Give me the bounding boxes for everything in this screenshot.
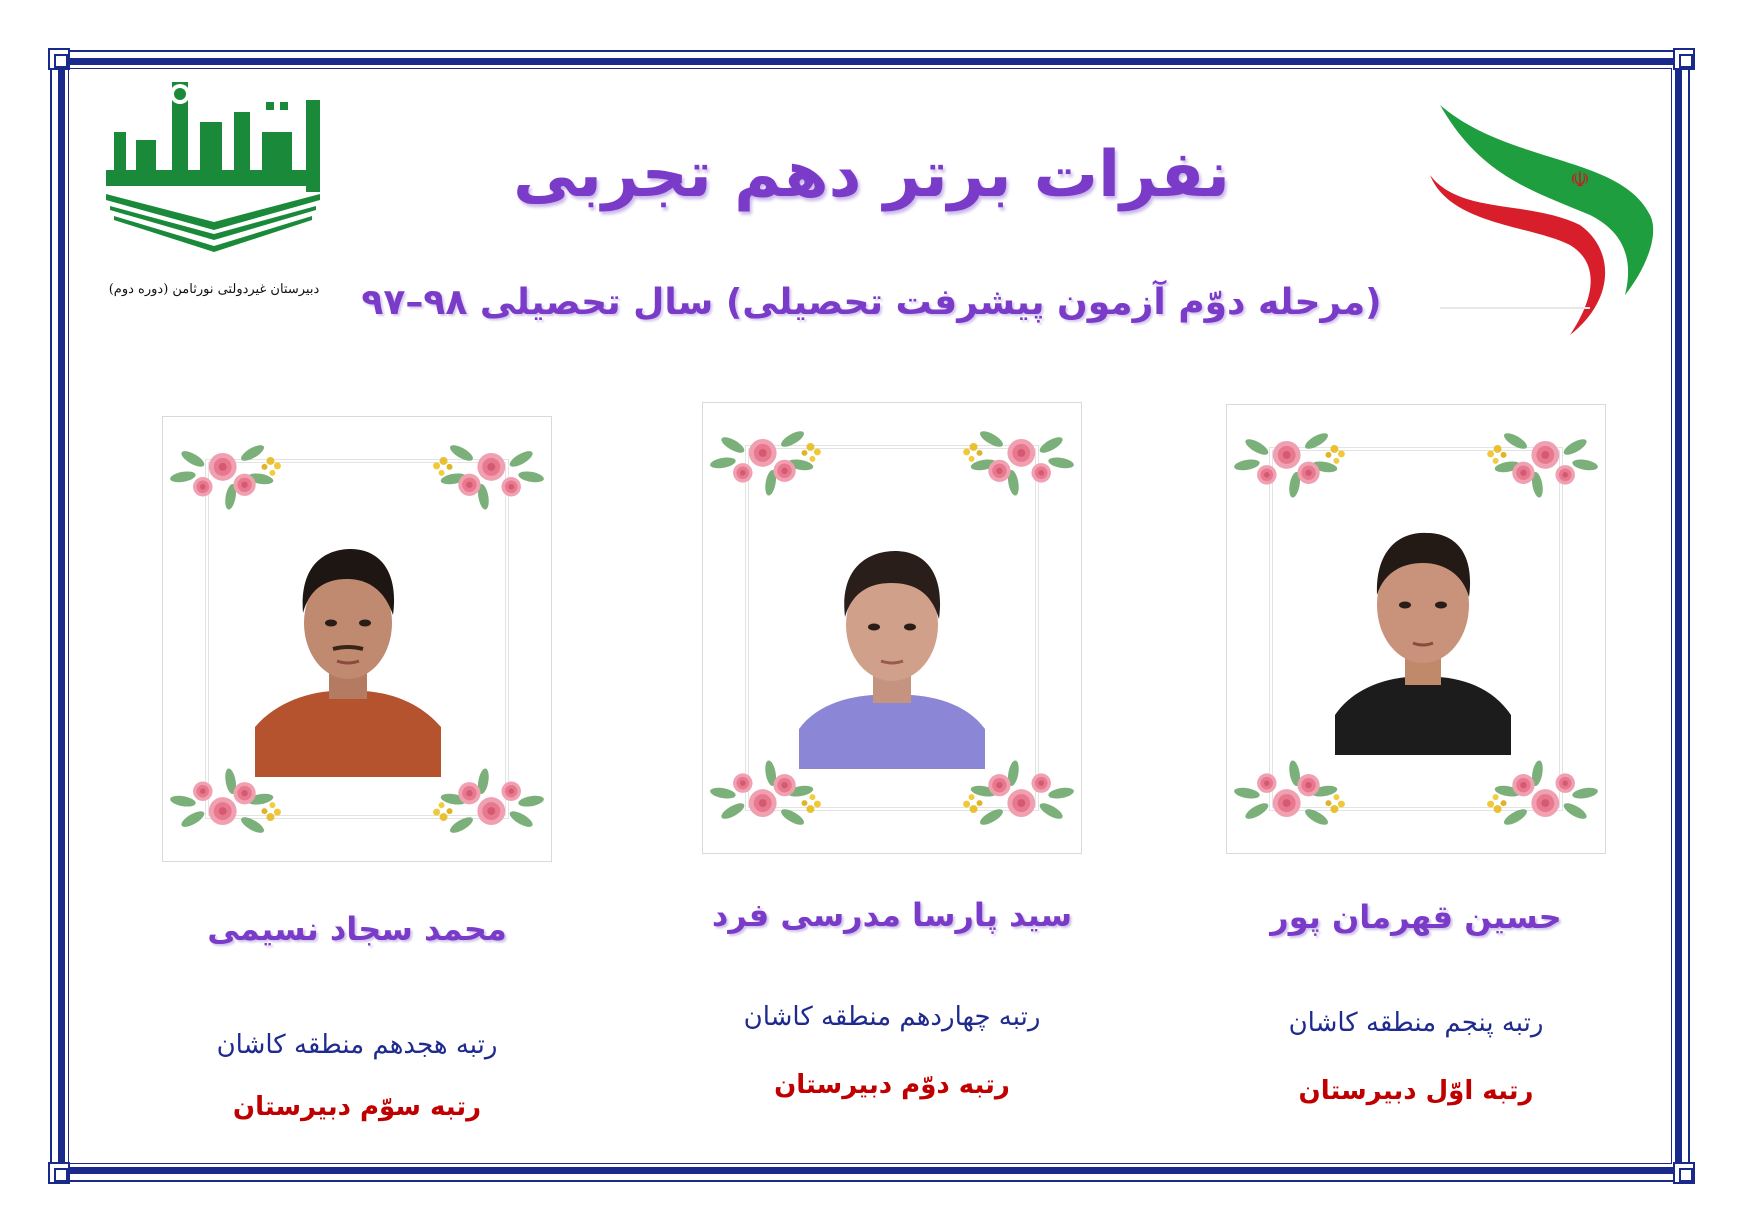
student-photo	[799, 529, 985, 769]
region-rank: رتبه پنجم منطقه کاشان	[1288, 1008, 1544, 1038]
student-card-third	[162, 416, 552, 862]
school-rank: رتبه سوّم دبیرستان	[232, 1092, 482, 1122]
page-title: نفرات برتر دهم تجربی	[513, 138, 1230, 212]
frame-corner	[48, 1162, 70, 1184]
frame-corner	[48, 48, 70, 70]
student-name: سید پارسا مدرسی فرد	[711, 896, 1073, 934]
student-name: حسین قهرمان پور	[1270, 898, 1562, 936]
svg-text:☫: ☫	[1570, 168, 1590, 193]
school-rank: رتبه اوّل دبیرستان	[1298, 1076, 1534, 1106]
student-photo	[255, 527, 441, 777]
student-card-first	[1226, 404, 1606, 854]
frame-corner	[1673, 48, 1695, 70]
region-rank: رتبه هجدهم منطقه کاشان	[216, 1030, 498, 1060]
student-card-second	[702, 402, 1082, 854]
region-rank: رتبه چهاردهم منطقه کاشان	[743, 1002, 1041, 1032]
student-name: محمد سجاد نسیمی	[207, 910, 507, 948]
student-photo	[1335, 505, 1511, 755]
logo-caption: دبیرستان غیردولتی نورثامن (دوره دوم)	[108, 282, 320, 297]
page-subtitle: (مرحله دوّم آزمون پیشرفت تحصیلی) سال تحصیلی ۹۸–۹۷	[361, 282, 1382, 323]
school-rank: رتبه دوّم دبیرستان	[774, 1070, 1010, 1100]
frame-corner	[1673, 1162, 1695, 1184]
